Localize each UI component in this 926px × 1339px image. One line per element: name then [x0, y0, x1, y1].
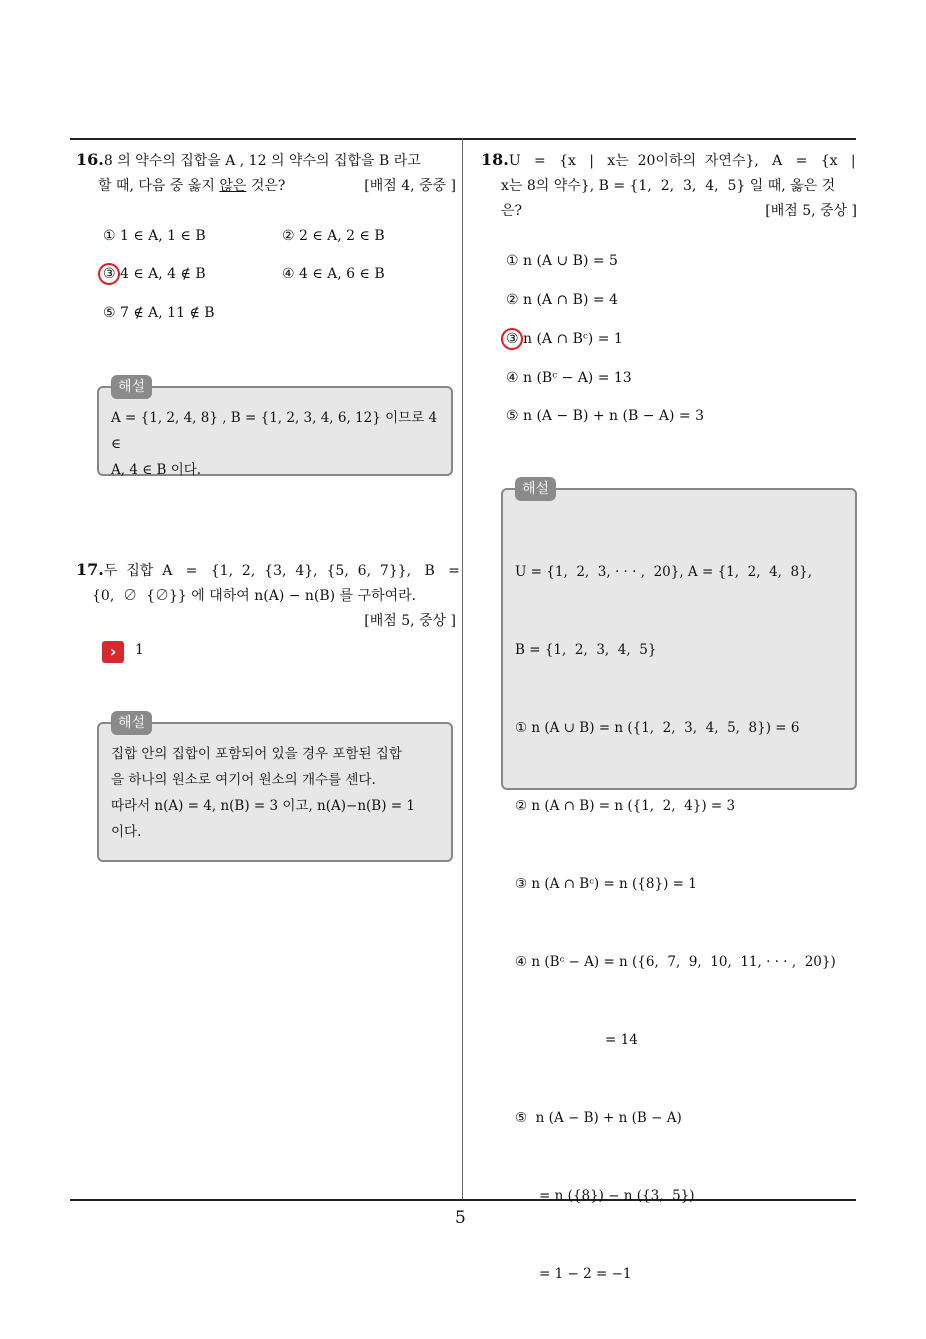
- question-number: 17.: [76, 560, 104, 579]
- solution-line: ⑤ n (A − B) + n (B − A): [515, 1110, 682, 1126]
- solution-tab: 해설: [111, 711, 152, 735]
- question-number: 16.: [76, 150, 104, 169]
- choice-2[interactable]: ② n (A ∩ B) = 4: [506, 292, 618, 308]
- question-text-line2: {0, ∅ {∅}} 에 대하여 n(A) − n(B) 를 구하여라.: [92, 588, 417, 604]
- choice-3[interactable]: ③ 4 ∈ A, 4 ∉ B: [103, 266, 206, 282]
- question-number: 18.: [481, 150, 509, 169]
- solution-box-16: [97, 379, 453, 478]
- solution-line: U = {1, 2, 3, · · · , 20}, A = {1, 2, 4, 8},: [515, 564, 813, 580]
- solution-box-18: [501, 481, 857, 1282]
- solution-line: = 14: [605, 1032, 638, 1048]
- choice-1[interactable]: ① 1 ∈ A, 1 ∈ B: [103, 228, 206, 244]
- solution-line: 따라서 n(A) = 4, n(B) = 3 이고, n(A)−n(B) = 1: [111, 798, 415, 814]
- difficulty-meta: [배점 4, 중중 ]: [364, 178, 456, 194]
- answer-value: 1: [135, 642, 144, 658]
- solution-line: ③ n (A ∩ Bᶜ) = n ({8}) = 1: [515, 876, 697, 892]
- choice-4[interactable]: ④ n (Bᶜ − A) = 13: [506, 370, 632, 386]
- solution-line: = n ({8}) − n ({3, 5}): [539, 1188, 695, 1204]
- solution-line: ① n (A ∪ B) = n ({1, 2, 3, 4, 5, 8}) = 6: [515, 720, 800, 736]
- answer-circle-mark: [96, 261, 122, 287]
- solution-line: 집합 안의 집합이 포함되어 있을 경우 포함된 집합: [111, 746, 402, 762]
- question-text-line2: 할 때, 다음 중 옳지: [98, 178, 220, 194]
- chevron-right-icon: ›: [102, 641, 124, 663]
- top-rule: [70, 138, 856, 140]
- page-number: 5: [455, 1208, 466, 1228]
- question-18: [481, 147, 857, 224]
- choice-5[interactable]: ⑤ n (A − B) + n (B − A) = 3: [506, 408, 705, 424]
- question-16: [76, 147, 456, 199]
- solution-text: [515, 507, 845, 1339]
- question-text-line1: 8 의 약수의 집합을 A , 12 의 약수의 집합을 B 라고: [103, 153, 421, 169]
- solution-box-17: [97, 715, 453, 862]
- solution-line: 이다.: [111, 824, 142, 840]
- solution-line: 을 하나의 원소로 여기어 원소의 개수를 센다.: [111, 772, 376, 788]
- question-text-line2: x는 8의 약수}, B = {1, 2, 3, 4, 5} 일 때, 옳은 것: [501, 178, 836, 194]
- question-text-line1: 두 집합 A = {1, 2, {3, 4}, {5, 6, 7}}, B =: [103, 563, 460, 579]
- solution-text: [111, 405, 441, 483]
- solution-line: ② n (A ∩ B) = n ({1, 2, 4}) = 3: [515, 798, 736, 814]
- difficulty-meta: [배점 5, 중상 ]: [364, 613, 456, 629]
- difficulty-meta: [배점 5, 중상 ]: [765, 203, 857, 219]
- choice-1[interactable]: ① n (A ∪ B) = 5: [506, 253, 618, 269]
- solution-line: A, 4 ∈ B 이다.: [111, 462, 202, 478]
- underlined-word: 않은: [219, 178, 247, 194]
- answer-circle-mark: [499, 326, 525, 352]
- choice-4[interactable]: ④ 4 ∈ A, 6 ∈ B: [282, 266, 385, 282]
- choice-5[interactable]: ⑤ 7 ∉ A, 11 ∉ B: [103, 305, 215, 321]
- solution-text: [111, 741, 441, 845]
- solution-tab: 해설: [111, 375, 152, 399]
- choice-2[interactable]: ② 2 ∈ A, 2 ∈ B: [282, 228, 385, 244]
- choice-3[interactable]: ③ n (A ∩ Bᶜ) = 1: [506, 331, 623, 347]
- question-17: [76, 557, 460, 634]
- solution-line: B = {1, 2, 3, 4, 5}: [515, 642, 657, 658]
- solution-tab: 해설: [515, 477, 556, 501]
- question-text-line2-end: 것은?: [246, 178, 286, 194]
- solution-line: = 1 − 2 = −1: [539, 1266, 632, 1282]
- question-text-line1: U = {x | x는 20이하의 자연수}, A = {x |: [508, 153, 856, 169]
- column-divider: [462, 138, 463, 1200]
- question-text-line3: 은?: [501, 203, 523, 219]
- solution-line: ④ n (Bᶜ − A) = n ({6, 7, 9, 10, 11, · · · , 20}): [515, 954, 836, 970]
- solution-line: A = {1, 2, 4, 8} , B = {1, 2, 3, 4, 6, 12} 이므로 4 ∈: [111, 410, 438, 452]
